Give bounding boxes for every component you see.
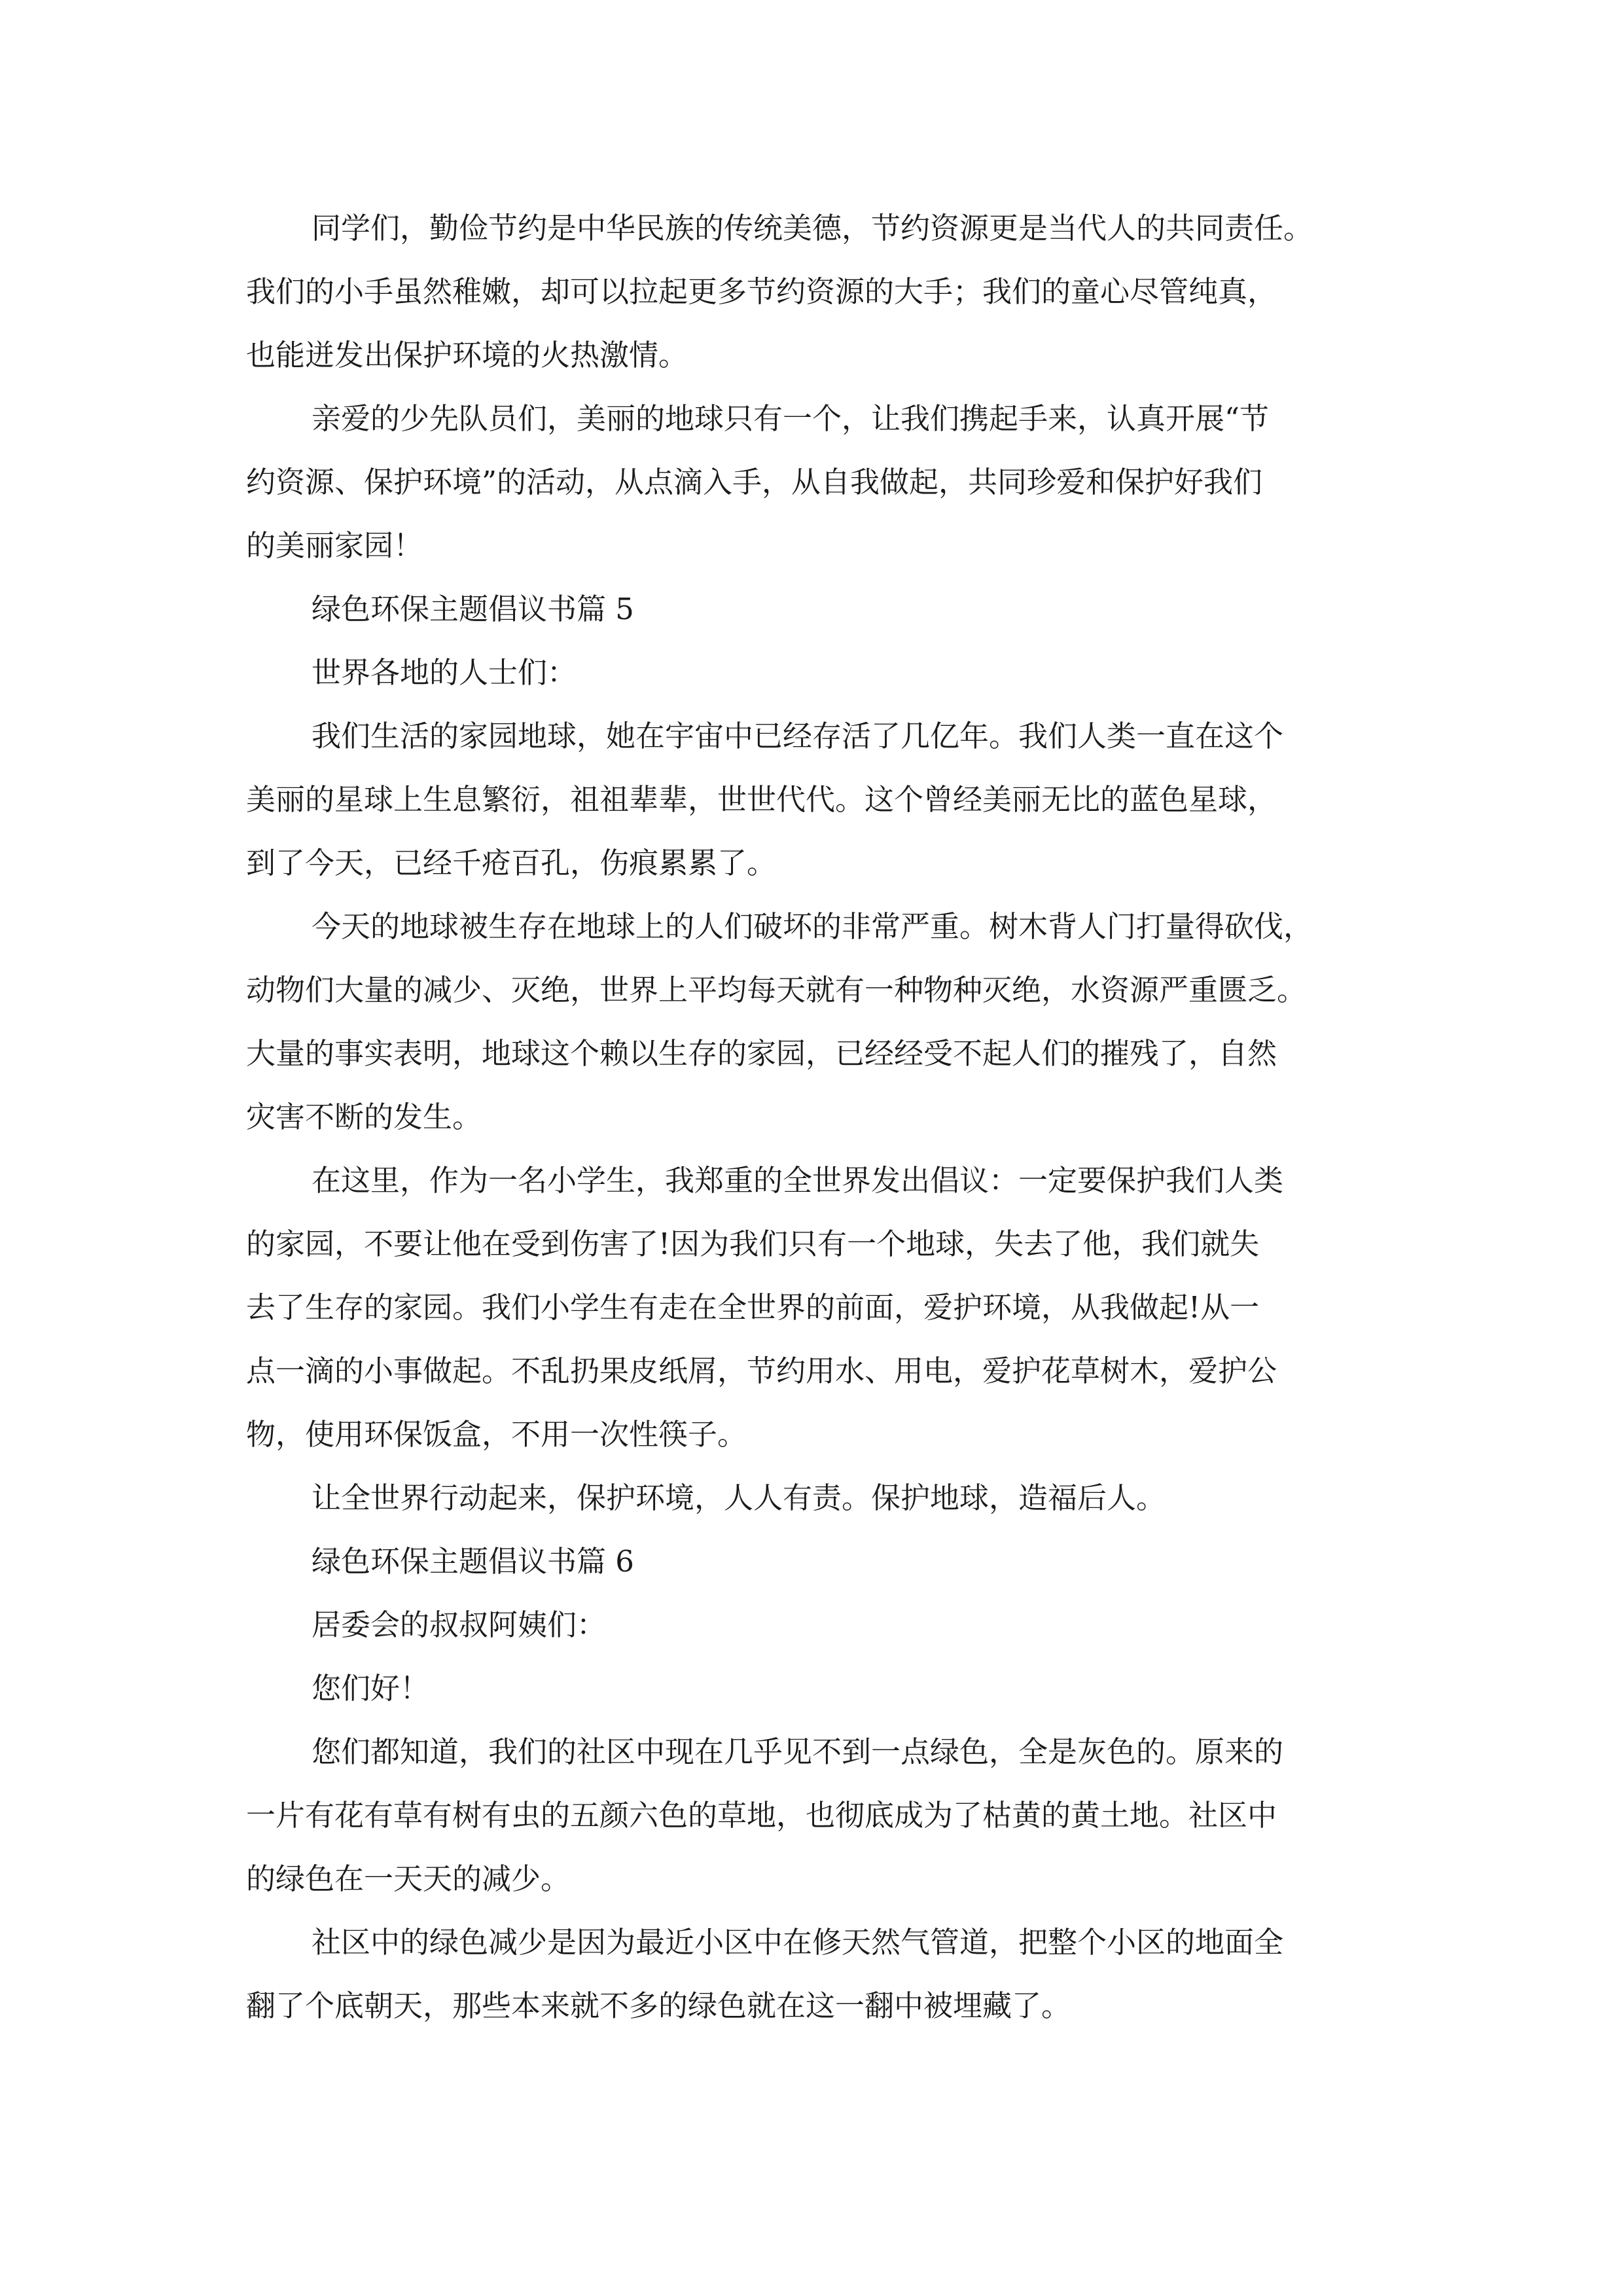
text-line: 灾害不断的发生。 — [246, 1100, 482, 1134]
document-body — [246, 196, 1377, 2037]
text-line: 美丽的星球上生息繁衍，祖祖辈辈，世世代代。这个曾经美丽无比的蓝色星球， — [246, 782, 1277, 817]
text-line: 绿色环保主题倡议书篇 5 — [312, 592, 634, 626]
paragraph — [246, 1593, 1377, 1657]
paragraph — [246, 1657, 1377, 1720]
text-line: 约资源、保护环境”的活动，从点滴入手，从自我做起，共同珍爱和保护好我们 — [246, 465, 1263, 499]
text-line: 您们都知道，我们的社区中现在几乎见不到一点绿色，全是灰色的。原来的 — [312, 1734, 1284, 1769]
text-line: 世界各地的人士们： — [312, 655, 577, 690]
paragraph — [246, 1149, 1377, 1466]
section-heading — [246, 577, 1377, 641]
paragraph — [246, 196, 1377, 387]
text-line: 绿色环保主题倡议书篇 6 — [312, 1544, 634, 1579]
text-line: 大量的事实表明，地球这个赖以生存的家园，已经经受不起人们的摧残了，自然 — [246, 1036, 1277, 1071]
text-line: 一片有花有草有树有虫的五颜六色的草地，也彻底成为了枯黄的黄土地。社区中 — [246, 1798, 1277, 1833]
text-line: 我们生活的家园地球，她在宇宙中已经存活了几亿年。我们人类一直在这个 — [312, 719, 1284, 753]
text-line: 您们好！ — [312, 1671, 430, 1706]
paragraph — [246, 704, 1377, 895]
paragraph — [246, 387, 1377, 577]
text-line: 的美丽家园！ — [246, 528, 423, 563]
text-line: 点一滴的小事做起。不乱扔果皮纸屑，节约用水、用电，爱护花草树木，爱护公 — [246, 1354, 1277, 1388]
text-line: 让全世界行动起来，保护环境，人人有责。保护地球，造福后人。 — [312, 1480, 1166, 1515]
text-line: 同学们，勤俭节约是中华民族的传统美德，节约资源更是当代人的共同责任。 — [312, 211, 1313, 245]
text-line: 物，使用环保饭盒，不用一次性筷子。 — [246, 1417, 747, 1452]
text-line: 亲爱的少先队员们，美丽的地球只有一个，让我们携起手来，认真开展“节 — [312, 401, 1270, 436]
paragraph — [246, 895, 1377, 1149]
text-line: 的家园，不要让他在受到伤害了!因为我们只有一个地球，失去了他，我们就失 — [246, 1227, 1260, 1261]
text-line: 社区中的绿色减少是因为最近小区中在修天然气管道，把整个小区的地面全 — [312, 1925, 1284, 1960]
text-line: 居委会的叔叔阿姨们： — [312, 1607, 607, 1642]
paragraph — [246, 1466, 1377, 1530]
text-line: 翻了个底朝天，那些本来就不多的绿色就在这一翻中被埋藏了。 — [246, 1988, 1071, 2023]
text-line: 到了今天，已经千疮百孔，伤痕累累了。 — [246, 846, 777, 880]
text-line: 去了生存的家园。我们小学生有走在全世界的前面，爱护环境，从我做起!从一 — [246, 1290, 1260, 1325]
text-line: 动物们大量的减少、灭绝，世界上平均每天就有一种物种灭绝，水资源严重匮乏。 — [246, 973, 1307, 1007]
text-line: 我们的小手虽然稚嫩，却可以拉起更多节约资源的大手；我们的童心尽管纯真， — [246, 274, 1277, 309]
paragraph — [246, 641, 1377, 704]
paragraph — [246, 1910, 1377, 2037]
text-line: 也能迸发出保护环境的火热激情。 — [246, 338, 688, 372]
text-line: 的绿色在一天天的减少。 — [246, 1861, 571, 1896]
section-heading — [246, 1530, 1377, 1593]
paragraph — [246, 1720, 1377, 1910]
text-line: 在这里，作为一名小学生，我郑重的全世界发出倡议：一定要保护我们人类 — [312, 1163, 1284, 1198]
text-line: 今天的地球被生存在地球上的人们破坏的非常严重。树木背人门打量得砍伐， — [312, 909, 1313, 944]
